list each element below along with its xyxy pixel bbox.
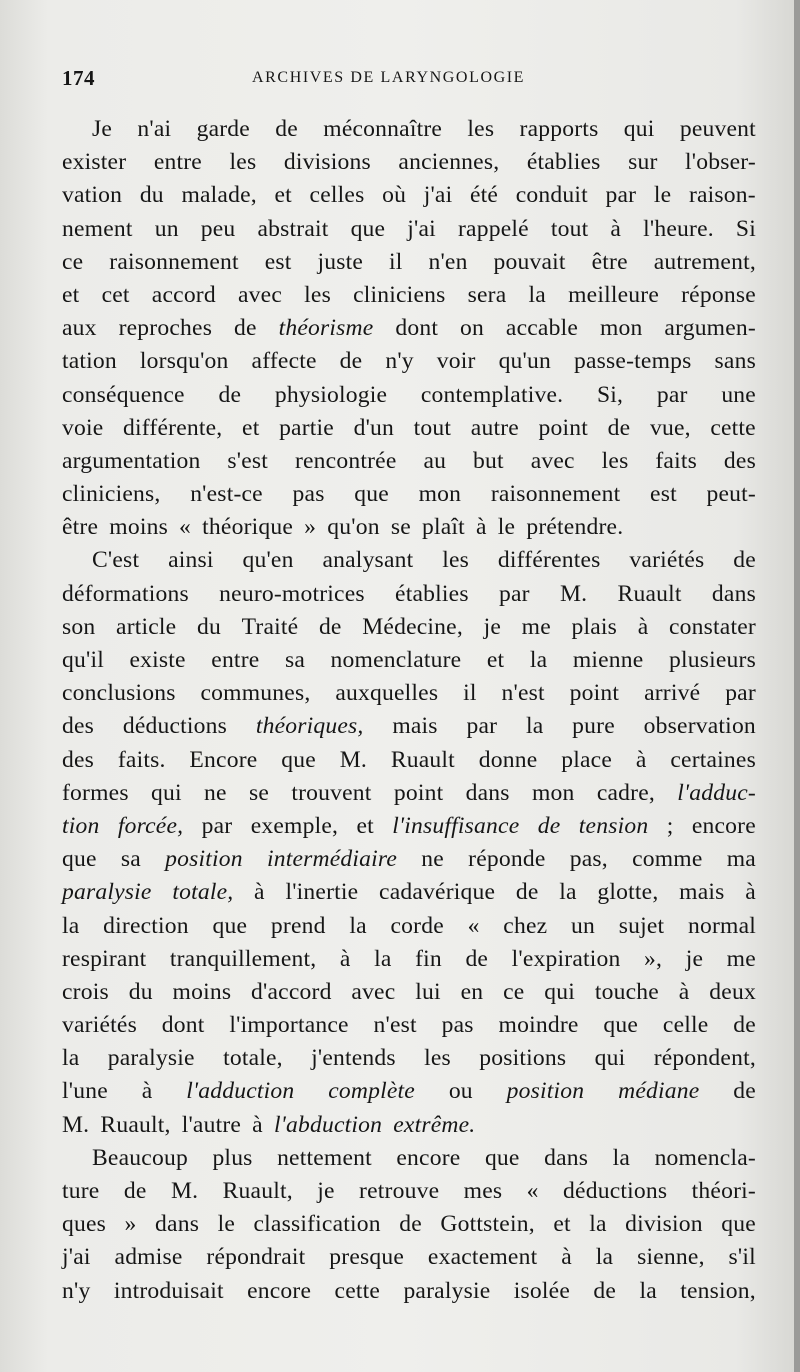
text-line: Je n'ai garde de méconnaître les rapports qui peuvent [92,116,756,142]
text-line: conclusions communes, auxquelles il n'est point arrivé par [62,680,756,707]
text-line: des déductions théoriques, mais par la pure observation [62,713,756,740]
text-line: tation lorsqu'on affecte de n'y voir qu'un passe-temps sans [62,348,756,375]
text-line: son article du Traité de Médecine, je me plais à constater [62,613,756,640]
text-line: conséquence de physiologie contemplative. Si, par une [62,381,756,408]
text-line: vation du malade, et celles où j'ai été conduit par le raison- [62,182,756,209]
text-line: Beaucoup plus nettement encore que dans la nomencla- [92,1144,756,1171]
text-line: voie différente, et partie d'un tout autre point de vue, cette [62,414,756,441]
text-line: nement un peu abstrait que j'ai rappelé tout à l'heure. Si [62,215,756,242]
text-line: la direction que prend la corde « chez un sujet normal [62,912,756,939]
text-line: cliniciens, n'est-ce pas que mon raisonnement est peut- [62,481,756,508]
text-line: aux reproches de théorisme dont on accable mon argumen- [62,315,756,342]
text-line: tion forcée, par exemple, et l'insuffisance de tension ; encore [62,812,756,839]
running-head [62,66,762,96]
text-line: n'y introduisait encore cette paralysie isolée de la tension, [62,1277,756,1304]
text-line: et cet accord avec les cliniciens sera la meilleure réponse [62,281,756,308]
text-line: variétés dont l'importance n'est pas moindre que celle de [62,1012,756,1039]
text-line: C'est ainsi qu'en analysant les différentes variétés de [92,547,756,574]
text-line: que sa position intermédiaire ne réponde pas, comme ma [62,846,756,873]
journal-title: ARCHIVES DE LARYNGOLOGIE [252,69,526,86]
text-line: déformations neuro-motrices établies par M. Ruault dans [62,580,756,607]
text-line: argumentation s'est rencontrée au but avec les faits des [62,447,756,474]
text-line: exister entre les divisions anciennes, établies sur l'obser- [62,149,756,176]
text-line: crois du moins d'accord avec lui en ce qui touche à deux [62,978,756,1005]
text-line: être moins « théorique » qu'on se plaît à le prétendre. [62,514,624,541]
page-number: 174 [62,66,95,90]
text-line: respirant tranquillement, à la fin de l'expiration », je me [62,945,756,972]
text-line: l'une à l'adduction complète ou position médiane de [62,1078,756,1105]
text-line: M. Ruault, l'autre à l'abduction extrême. [62,1111,476,1138]
text-line: ture de M. Ruault, je retrouve mes « déductions théori- [62,1178,756,1204]
body-text [62,113,756,1308]
text-line: qu'il existe entre sa nomenclature et la mienne plusieurs [62,647,756,673]
text-line: formes qui ne se trouvent point dans mon cadre, l'adduc- [62,779,756,806]
page-edge-shadow [794,0,800,1372]
text-line: paralysie totale, à l'inertie cadavérique de la glotte, mais à [62,879,756,906]
text-line: ques » dans le classification de Gottstein, et la division que [62,1211,756,1238]
text-line: j'ai admise répondrait presque exactement à la sienne, s'il [62,1244,756,1271]
text-line: ce raisonnement est juste il n'en pouvait être autrement, [62,248,756,275]
text-line: la paralysie totale, j'entends les positions qui répondent, [62,1045,756,1072]
text-line: des faits. Encore que M. Ruault donne place à certaines [62,746,756,773]
